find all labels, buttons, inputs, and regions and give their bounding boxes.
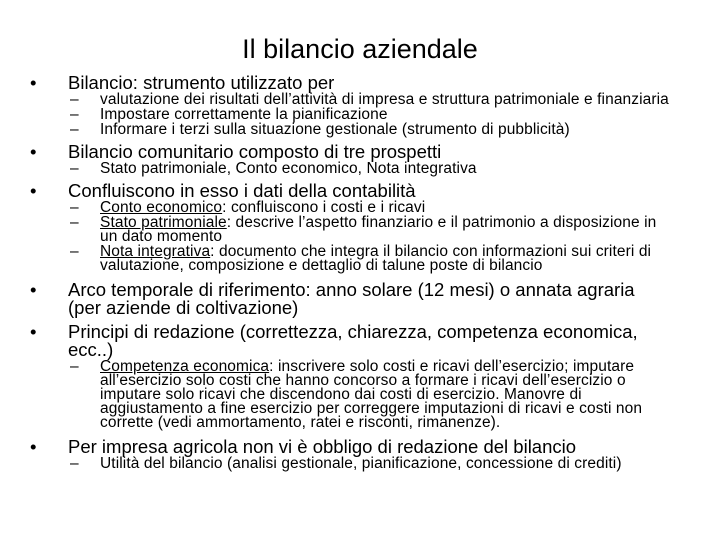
bullet-impresa-agricola <box>30 438 670 456</box>
bullet-dot: • <box>30 141 37 162</box>
sub-bullet <box>30 93 670 107</box>
sub-bullet-dash: – <box>70 121 79 138</box>
sub-bullet <box>30 108 670 122</box>
bullet-dot: • <box>30 321 37 342</box>
bullet-lead: Bilancio comunitario <box>68 141 234 162</box>
sub-bullet-text: : inscrivere solo costi e ricavi dell’esercizio; imputare all’esercizio solo costi che hanno concorso a formare i ricavi dell’esercizio o imputare solo ricavi che discendono dai costi di esercizio. Manovre di aggiustamento a fine esercizio per correggere imputazioni di ricavi e costi non corrette (vedi ammortamento, ratei e risconti, rimanenze). <box>100 358 643 431</box>
slide-title: Il bilancio aziendale <box>242 34 478 64</box>
sub-bullet-dash: – <box>70 455 79 472</box>
sub-bullet <box>30 216 670 244</box>
bullet-text: composto di tre prospetti <box>233 141 442 162</box>
bullet-dot: • <box>30 72 37 93</box>
bullet-text: : strumento utilizzato per <box>132 72 335 93</box>
sub-bullet-dash: – <box>70 106 79 123</box>
sub-bullet-dash: – <box>70 214 79 231</box>
sub-bullet-dash: – <box>70 243 79 260</box>
bullet-principi <box>30 323 670 359</box>
sub-bullet <box>30 123 670 137</box>
sub-bullet-text: : confluiscono i costi e i ricavi <box>222 199 426 216</box>
sub-bullet-text: : descrive l’aspetto finanziario e il patrimonio a disposizione in un dato momento <box>100 214 657 245</box>
bullet-text: Per impresa agricola non vi è obbligo di redazione del bilancio <box>68 436 577 457</box>
bullet-dot: • <box>30 279 37 300</box>
bullet-lead: Bilancio <box>68 72 133 93</box>
sub-bullet-dash: – <box>70 91 79 108</box>
sub-bullet-term: Stato patrimoniale <box>100 214 227 231</box>
sub-bullet-text: valutazione dei risultati dell’attività di impresa e struttura patrimoniale e finanziaria <box>100 91 669 108</box>
bullet-arco-temporale <box>30 281 670 317</box>
sub-bullet-dash: – <box>70 358 79 375</box>
sub-bullet-text: : documento che integra il bilancio con informazioni sui criteri di valutazione, composizione e dettaglio di talune poste di bilancio <box>100 243 652 274</box>
sub-bullet-text: Stato patrimoniale, Conto economico, Nota integrativa <box>100 160 477 177</box>
slide-content <box>30 74 670 471</box>
sub-bullet-text: Utilità del bilancio (analisi gestionale, pianificazione, concessione di crediti) <box>100 455 622 472</box>
sub-bullet-term: Competenza economica <box>100 358 270 375</box>
sub-bullet <box>30 201 670 215</box>
sub-bullet-text: Informare i terzi sulla situazione gestionale (strumento di pubblicità) <box>100 121 570 138</box>
sub-bullet <box>30 360 670 430</box>
sub-bullet-dash: – <box>70 160 79 177</box>
sub-bullet <box>30 162 670 176</box>
sub-bullet <box>30 245 670 273</box>
sub-bullet-term: Nota integrativa <box>100 243 211 260</box>
bullet-text: Principi di redazione (correttezza, chiarezza, competenza economica, ecc..) <box>68 321 638 360</box>
bullet-text: Confluiscono in esso i dati della contabilità <box>68 180 416 201</box>
sub-bullet-dash: – <box>70 199 79 216</box>
sub-bullet-term: Conto economico <box>100 199 223 216</box>
bullet-text: Arco temporale di riferimento: anno solare (12 mesi) o annata agraria (per aziende di coltivazione) <box>68 279 635 318</box>
sub-bullet-text: Impostare correttamente la pianificazione <box>100 106 388 123</box>
bullet-dot: • <box>30 180 37 201</box>
bullet-bilancio-comunitario <box>30 143 670 161</box>
sub-bullet <box>30 457 670 471</box>
bullet-bilancio <box>30 74 670 92</box>
bullet-dot: • <box>30 436 37 457</box>
bullet-confluiscono <box>30 182 670 200</box>
